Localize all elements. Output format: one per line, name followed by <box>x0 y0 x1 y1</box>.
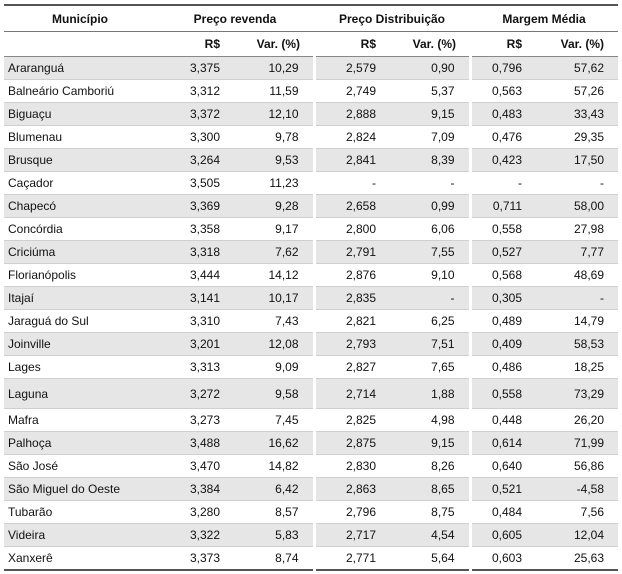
cell-margem-rs: - <box>470 172 538 195</box>
header-row <box>4 5 618 32</box>
cell-distribuicao-var: - <box>392 287 470 310</box>
cell-revenda-rs: 3,272 <box>156 379 236 409</box>
cell-distribuicao-rs: 2,714 <box>314 379 392 409</box>
header-margem-media: Margem Média <box>470 5 618 32</box>
cell-municipio: Xanxerê <box>4 547 156 571</box>
cell-revenda-rs: 3,373 <box>156 547 236 571</box>
cell-revenda-rs: 3,273 <box>156 409 236 432</box>
subheader-distribuicao-rs: R$ <box>314 32 392 57</box>
cell-revenda-var: 7,43 <box>236 310 314 333</box>
table-body <box>4 57 618 571</box>
table-row <box>4 409 618 432</box>
cell-distribuicao-rs: 2,827 <box>314 356 392 379</box>
cell-distribuicao-rs: 2,888 <box>314 103 392 126</box>
cell-margem-rs: 0,409 <box>470 333 538 356</box>
cell-margem-var: 73,29 <box>538 379 618 409</box>
cell-revenda-rs: 3,141 <box>156 287 236 310</box>
cell-distribuicao-var: 5,37 <box>392 80 470 103</box>
cell-distribuicao-rs: - <box>314 172 392 195</box>
cell-revenda-var: 16,62 <box>236 432 314 455</box>
cell-revenda-var: 9,78 <box>236 126 314 149</box>
cell-municipio: Criciúma <box>4 241 156 264</box>
cell-revenda-rs: 3,384 <box>156 478 236 501</box>
cell-revenda-rs: 3,505 <box>156 172 236 195</box>
cell-margem-var: 7,77 <box>538 241 618 264</box>
table-row <box>4 524 618 547</box>
cell-revenda-rs: 3,313 <box>156 356 236 379</box>
subheader-margem-var: Var. (%) <box>538 32 618 57</box>
cell-municipio: Blumenau <box>4 126 156 149</box>
cell-revenda-var: 14,82 <box>236 455 314 478</box>
table-row <box>4 356 618 379</box>
cell-margem-rs: 0,476 <box>470 126 538 149</box>
cell-municipio: São Miguel do Oeste <box>4 478 156 501</box>
cell-distribuicao-rs: 2,717 <box>314 524 392 547</box>
cell-margem-var: 33,43 <box>538 103 618 126</box>
cell-margem-var: 58,00 <box>538 195 618 218</box>
cell-margem-rs: 0,558 <box>470 218 538 241</box>
table-row <box>4 149 618 172</box>
table-row <box>4 333 618 356</box>
cell-revenda-var: 9,53 <box>236 149 314 172</box>
cell-municipio: Caçador <box>4 172 156 195</box>
cell-revenda-rs: 3,444 <box>156 264 236 287</box>
cell-margem-rs: 0,521 <box>470 478 538 501</box>
cell-municipio: Laguna <box>4 379 156 409</box>
cell-revenda-rs: 3,264 <box>156 149 236 172</box>
cell-margem-rs: 0,563 <box>470 80 538 103</box>
cell-margem-var: 58,53 <box>538 333 618 356</box>
cell-municipio: Balneário Camboriú <box>4 80 156 103</box>
cell-distribuicao-var: 5,64 <box>392 547 470 571</box>
price-table <box>4 4 618 571</box>
cell-revenda-rs: 3,358 <box>156 218 236 241</box>
table-row <box>4 310 618 333</box>
table-row <box>4 57 618 80</box>
cell-margem-var: 18,25 <box>538 356 618 379</box>
cell-revenda-rs: 3,201 <box>156 333 236 356</box>
cell-revenda-var: 7,62 <box>236 241 314 264</box>
cell-margem-var: -4,58 <box>538 478 618 501</box>
cell-municipio: Videira <box>4 524 156 547</box>
table-row <box>4 218 618 241</box>
cell-distribuicao-rs: 2,796 <box>314 501 392 524</box>
cell-margem-rs: 0,603 <box>470 547 538 571</box>
table-row <box>4 547 618 571</box>
cell-revenda-var: 9,28 <box>236 195 314 218</box>
cell-revenda-rs: 3,488 <box>156 432 236 455</box>
cell-distribuicao-var: 7,65 <box>392 356 470 379</box>
table-row <box>4 501 618 524</box>
cell-distribuicao-var: 8,39 <box>392 149 470 172</box>
table-row <box>4 264 618 287</box>
table-row <box>4 195 618 218</box>
cell-municipio: Chapecó <box>4 195 156 218</box>
cell-margem-rs: 0,305 <box>470 287 538 310</box>
cell-distribuicao-rs: 2,830 <box>314 455 392 478</box>
cell-revenda-var: 5,83 <box>236 524 314 547</box>
cell-revenda-rs: 3,369 <box>156 195 236 218</box>
cell-revenda-rs: 3,375 <box>156 57 236 80</box>
cell-margem-var: 27,98 <box>538 218 618 241</box>
cell-distribuicao-var: 9,10 <box>392 264 470 287</box>
cell-distribuicao-rs: 2,800 <box>314 218 392 241</box>
cell-margem-rs: 0,614 <box>470 432 538 455</box>
subheader-distribuicao-var: Var. (%) <box>392 32 470 57</box>
cell-revenda-var: 12,10 <box>236 103 314 126</box>
cell-margem-rs: 0,423 <box>470 149 538 172</box>
cell-margem-var: 12,04 <box>538 524 618 547</box>
cell-distribuicao-rs: 2,835 <box>314 287 392 310</box>
cell-revenda-var: 10,17 <box>236 287 314 310</box>
table-row <box>4 287 618 310</box>
cell-municipio: Jaraguá do Sul <box>4 310 156 333</box>
cell-municipio: Mafra <box>4 409 156 432</box>
cell-revenda-rs: 3,322 <box>156 524 236 547</box>
cell-distribuicao-var: 1,88 <box>392 379 470 409</box>
cell-distribuicao-var: 6,25 <box>392 310 470 333</box>
cell-margem-var: 48,69 <box>538 264 618 287</box>
cell-distribuicao-rs: 2,791 <box>314 241 392 264</box>
table-row <box>4 379 618 409</box>
table-row <box>4 126 618 149</box>
cell-distribuicao-rs: 2,824 <box>314 126 392 149</box>
header-municipio: Município <box>4 5 156 32</box>
cell-revenda-var: 7,45 <box>236 409 314 432</box>
cell-margem-rs: 0,605 <box>470 524 538 547</box>
cell-municipio: Tubarão <box>4 501 156 524</box>
cell-margem-var: 7,56 <box>538 501 618 524</box>
table-row <box>4 478 618 501</box>
cell-revenda-var: 11,59 <box>236 80 314 103</box>
cell-revenda-var: 10,29 <box>236 57 314 80</box>
cell-revenda-rs: 3,280 <box>156 501 236 524</box>
cell-revenda-var: 12,08 <box>236 333 314 356</box>
subheader-revenda-rs: R$ <box>156 32 236 57</box>
cell-distribuicao-var: 4,54 <box>392 524 470 547</box>
cell-margem-rs: 0,527 <box>470 241 538 264</box>
cell-revenda-rs: 3,470 <box>156 455 236 478</box>
cell-margem-var: 26,20 <box>538 409 618 432</box>
cell-revenda-var: 8,57 <box>236 501 314 524</box>
subheader-margem-rs: R$ <box>470 32 538 57</box>
table-row <box>4 80 618 103</box>
cell-margem-var: - <box>538 172 618 195</box>
cell-distribuicao-var: 9,15 <box>392 103 470 126</box>
cell-margem-var: 57,26 <box>538 80 618 103</box>
cell-distribuicao-var: 8,75 <box>392 501 470 524</box>
cell-distribuicao-var: 0,99 <box>392 195 470 218</box>
cell-distribuicao-rs: 2,771 <box>314 547 392 571</box>
cell-municipio: Joinville <box>4 333 156 356</box>
cell-municipio: Brusque <box>4 149 156 172</box>
cell-municipio: Lages <box>4 356 156 379</box>
cell-distribuicao-var: 9,15 <box>392 432 470 455</box>
cell-distribuicao-var: - <box>392 172 470 195</box>
cell-margem-var: 57,62 <box>538 57 618 80</box>
cell-distribuicao-var: 4,98 <box>392 409 470 432</box>
header-preco-distribuicao: Preço Distribuição <box>314 5 470 32</box>
cell-margem-rs: 0,483 <box>470 103 538 126</box>
cell-municipio: Itajaí <box>4 287 156 310</box>
cell-distribuicao-rs: 2,876 <box>314 264 392 287</box>
cell-distribuicao-rs: 2,658 <box>314 195 392 218</box>
cell-margem-var: 14,79 <box>538 310 618 333</box>
table-row <box>4 455 618 478</box>
subheader-blank <box>4 32 156 57</box>
cell-revenda-var: 9,58 <box>236 379 314 409</box>
cell-revenda-var: 9,09 <box>236 356 314 379</box>
cell-distribuicao-rs: 2,579 <box>314 57 392 80</box>
cell-margem-var: 71,99 <box>538 432 618 455</box>
cell-revenda-rs: 3,300 <box>156 126 236 149</box>
cell-margem-var: 17,50 <box>538 149 618 172</box>
cell-distribuicao-rs: 2,749 <box>314 80 392 103</box>
header-preco-revenda: Preço revenda <box>156 5 314 32</box>
cell-margem-rs: 0,448 <box>470 409 538 432</box>
cell-municipio: São José <box>4 455 156 478</box>
cell-margem-rs: 0,796 <box>470 57 538 80</box>
cell-margem-var: 25,63 <box>538 547 618 571</box>
cell-distribuicao-var: 8,26 <box>392 455 470 478</box>
price-table-container <box>4 4 618 571</box>
cell-margem-rs: 0,486 <box>470 356 538 379</box>
cell-distribuicao-var: 0,90 <box>392 57 470 80</box>
table-row <box>4 103 618 126</box>
cell-distribuicao-var: 8,65 <box>392 478 470 501</box>
cell-revenda-rs: 3,372 <box>156 103 236 126</box>
cell-municipio: Concórdia <box>4 218 156 241</box>
cell-distribuicao-rs: 2,875 <box>314 432 392 455</box>
cell-revenda-var: 14,12 <box>236 264 314 287</box>
cell-margem-rs: 0,568 <box>470 264 538 287</box>
cell-revenda-rs: 3,310 <box>156 310 236 333</box>
cell-distribuicao-rs: 2,841 <box>314 149 392 172</box>
cell-distribuicao-var: 7,51 <box>392 333 470 356</box>
cell-distribuicao-rs: 2,863 <box>314 478 392 501</box>
cell-revenda-var: 9,17 <box>236 218 314 241</box>
table-row <box>4 241 618 264</box>
cell-distribuicao-var: 6,06 <box>392 218 470 241</box>
cell-margem-rs: 0,558 <box>470 379 538 409</box>
cell-revenda-var: 11,23 <box>236 172 314 195</box>
cell-margem-var: 29,35 <box>538 126 618 149</box>
cell-municipio: Biguaçu <box>4 103 156 126</box>
cell-distribuicao-rs: 2,821 <box>314 310 392 333</box>
cell-revenda-rs: 3,318 <box>156 241 236 264</box>
cell-margem-rs: 0,711 <box>470 195 538 218</box>
cell-margem-rs: 0,489 <box>470 310 538 333</box>
cell-municipio: Florianópolis <box>4 264 156 287</box>
cell-margem-rs: 0,640 <box>470 455 538 478</box>
cell-margem-rs: 0,484 <box>470 501 538 524</box>
cell-distribuicao-var: 7,09 <box>392 126 470 149</box>
cell-margem-var: - <box>538 287 618 310</box>
cell-distribuicao-rs: 2,825 <box>314 409 392 432</box>
cell-municipio: Palhoça <box>4 432 156 455</box>
cell-revenda-rs: 3,312 <box>156 80 236 103</box>
cell-revenda-var: 6,42 <box>236 478 314 501</box>
cell-municipio: Araranguá <box>4 57 156 80</box>
subheader-revenda-var: Var. (%) <box>236 32 314 57</box>
subheader-row <box>4 32 618 57</box>
table-row <box>4 172 618 195</box>
cell-revenda-var: 8,74 <box>236 547 314 571</box>
table-row <box>4 432 618 455</box>
cell-distribuicao-var: 7,55 <box>392 241 470 264</box>
cell-distribuicao-rs: 2,793 <box>314 333 392 356</box>
cell-margem-var: 56,86 <box>538 455 618 478</box>
